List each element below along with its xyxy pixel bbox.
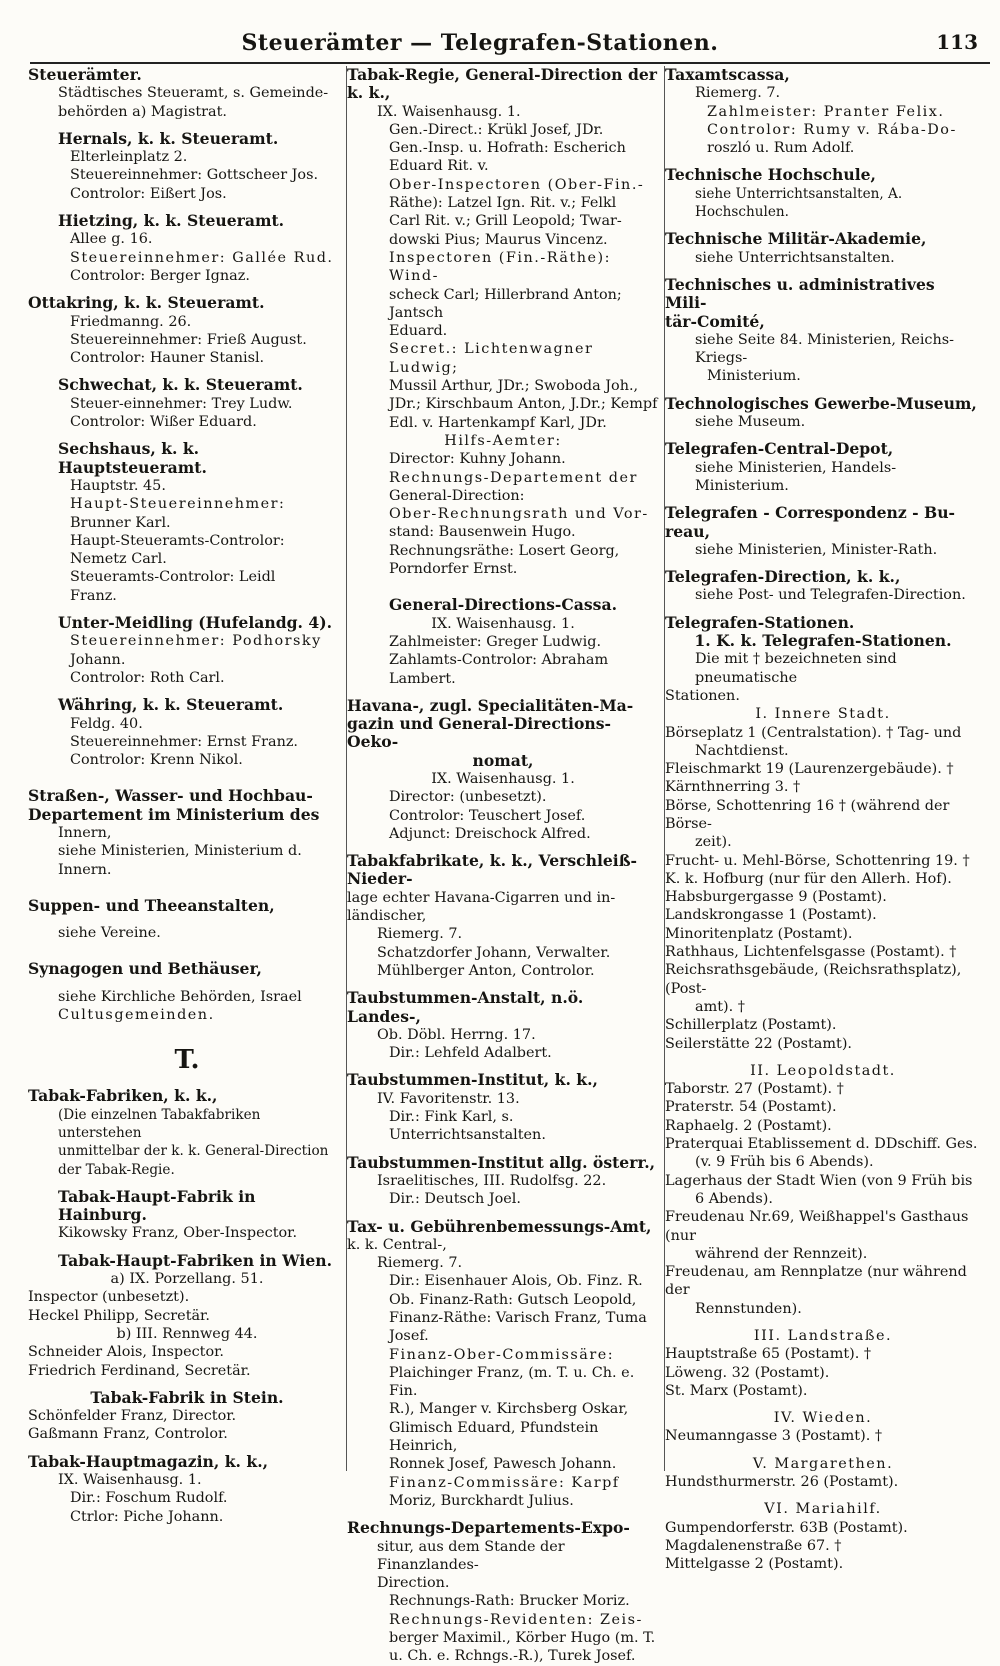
entry-line: Kärnthnerring 3. † bbox=[665, 779, 801, 796]
entry-line: siehe Ministerien, Handels-Ministerium. bbox=[695, 459, 897, 494]
entry-line: Josef. bbox=[389, 1328, 429, 1345]
entry-line: Plaichinger Franz, (m. T. u. Ch. e. Fin. bbox=[389, 1364, 635, 1400]
entry-heading: Technisches u. administratives Mili- bbox=[665, 274, 935, 313]
entry-heading: Tabak-Haupt-Fabrik in Hainburg. bbox=[58, 1186, 256, 1225]
spacer bbox=[665, 1491, 981, 1500]
page-number: 113 bbox=[936, 30, 978, 54]
entry-line: Mühlberger Anton, Controlor. bbox=[377, 962, 595, 979]
entry-line: Schönfelder Franz, Director. bbox=[28, 1408, 237, 1425]
entry-line: Städtisches Steueramt, s. Gemeinde- bbox=[58, 85, 329, 102]
entry-line: Steuereinnehmer: Frieß August. bbox=[70, 331, 307, 348]
entry-line: unmittelbar der k. k. General-Direction bbox=[58, 1143, 329, 1160]
entry-line: Steuereinnehmer: Ernst Franz. bbox=[70, 733, 298, 750]
entry-line: Räthe): Latzel Ign. Rit. v.; Felkl bbox=[389, 195, 617, 212]
entry-line: Neumanngasse 3 (Postamt). † bbox=[665, 1428, 883, 1445]
entry-line: Taborstr. 27 (Postamt). † bbox=[665, 1081, 844, 1098]
entry-line: Controlor: Krenn Nikol. bbox=[70, 752, 243, 769]
entry-line: Controlor: Rumy v. Rába-Do- bbox=[707, 121, 957, 138]
entry-line: Johann. bbox=[70, 651, 126, 668]
entry-line: JDr.; Kirschbaum Anton, J.Dr.; Kempf bbox=[389, 396, 658, 413]
entry-line: St. Marx (Postamt). bbox=[665, 1382, 808, 1399]
entry-line: Börseplatz 1 (Centralstation). † Tag- und bbox=[665, 724, 962, 741]
entry-line: Rechnungs-Departement der bbox=[389, 469, 638, 486]
entry-line: Israelitisches, III. Rudolfsg. 22. bbox=[377, 1172, 607, 1189]
entry-heading: Schwechat, k. k. Steueramt. bbox=[58, 375, 303, 395]
entry-line: Schatzdorfer Johann, Verwalter. bbox=[377, 944, 611, 961]
entry-heading: Tabak-Fabrik in Stein. bbox=[90, 1387, 284, 1407]
entry-heading: Hernals, k. k. Steueramt. bbox=[58, 128, 279, 148]
entry-heading: Taubstummen-Anstalt, n.ö. Landes-, bbox=[347, 988, 584, 1026]
entry-heading: Steuerämter. bbox=[28, 65, 142, 84]
entry-line: Moriz, Burckhardt Julius. bbox=[389, 1492, 574, 1509]
entry-line: Frucht- u. Mehl-Börse, Schottenring 19. † bbox=[665, 852, 970, 869]
entry-heading: Telegrafen-Central-Depot, bbox=[665, 439, 894, 459]
entry-heading: gazin und General-Directions-Oeko- bbox=[347, 714, 611, 752]
entry-line: stand: Bausenwein Hugo. bbox=[389, 524, 576, 541]
entry-line: Brunner Karl. bbox=[70, 514, 171, 531]
spacer bbox=[665, 1318, 981, 1327]
running-title: Steuerämter — Telegrafen-Stationen. bbox=[241, 30, 719, 56]
entry-line: Löweng. 32 (Postamt). bbox=[665, 1364, 830, 1381]
entry-line: siehe Unterrichtsanstalten, A. Hochschulen. bbox=[695, 185, 903, 221]
entry-line: Heckel Philipp, Secretär. bbox=[28, 1307, 210, 1324]
entry-line: V. Margarethen. bbox=[752, 1455, 894, 1472]
entry-line: dowski Pius; Maurus Vincenz. bbox=[389, 231, 608, 248]
entry-heading: Technische Militär-Akademie, bbox=[665, 229, 927, 249]
page-header bbox=[30, 30, 990, 64]
entry-line: Zahlmeister: Greger Ludwig. bbox=[389, 633, 602, 650]
entry-line: Steuereinnehmer: Gottscheer Jos. bbox=[70, 167, 319, 184]
entry-heading: Taubstummen-Institut, k. k., bbox=[347, 1070, 598, 1090]
entry-line: Controlor: Roth Carl. bbox=[70, 669, 225, 686]
entry-heading: Taubstummen-Institut allg. österr., bbox=[347, 1152, 656, 1172]
entry-heading: Rechnungs-Departements-Expo- bbox=[347, 1518, 630, 1538]
entry-line: Haupt-Steueramts-Controlor: bbox=[70, 532, 285, 549]
entry-line: siehe Ministerien, Ministerium d. Innern. bbox=[58, 843, 302, 878]
spacer bbox=[28, 879, 346, 897]
entry-line: III. Landstraße. bbox=[753, 1328, 893, 1344]
entry-line: roszló u. Rum Adolf. bbox=[707, 140, 855, 157]
entry-line: Controlor: Hauner Stanisl. bbox=[70, 350, 265, 367]
entry-line: Stationen. bbox=[665, 687, 740, 704]
entry-heading: Ottakring, k. k. Steueramt. bbox=[28, 293, 265, 313]
entry-line: Finanz-Ober-Commissäre: bbox=[389, 1346, 615, 1363]
entry-line: Reichsrathsgebäude, (Reichsrathsplatz), (Post- bbox=[665, 962, 962, 997]
entry-line: (v. 9 Früh bis 6 Abends). bbox=[695, 1154, 874, 1171]
entry-line: Ober-Inspectoren (Ober-Fin.- bbox=[389, 176, 645, 193]
entry-line: Rechnungsräthe: Losert Georg, bbox=[389, 542, 620, 559]
entry-line: situr, aus dem Stande der Finanzlandes- bbox=[377, 1538, 565, 1573]
entry-heading: Tabak-Haupt-Fabriken in Wien. bbox=[58, 1250, 333, 1270]
entry-heading: reau, bbox=[665, 521, 711, 541]
entry-line: Carl Rit. v.; Grill Leopold; Twar- bbox=[389, 213, 622, 230]
entry-line: Secret.: Lichtenwagner Ludwig; bbox=[389, 341, 594, 376]
entry-line: (Die einzelnen Tabakfabriken unterstehen bbox=[58, 1106, 261, 1141]
entry-line: IX. Waisenhausg. 1. bbox=[431, 770, 575, 787]
entry-line: IV. Wieden. bbox=[773, 1410, 873, 1427]
entry-heading: General-Directions-Cassa. bbox=[388, 595, 617, 615]
entry-line: zeit). bbox=[695, 834, 732, 851]
entry-line: Finanz-Räthe: Varisch Franz, Tuma bbox=[389, 1310, 647, 1326]
entry-line: Dir.: Lehfeld Adalbert. bbox=[389, 1045, 552, 1062]
entry-line: u. Ch. e. Rchngs.-R.), Turek Josef. bbox=[389, 1648, 636, 1665]
entry-heading: Unter-Meidling (Hufelandg. 4). bbox=[58, 613, 333, 633]
entry-line: siehe Seite 84. Ministerien, Reichs-Kriegs- bbox=[695, 331, 955, 367]
entry-line: Ctrlor: Piche Johann. bbox=[70, 1508, 224, 1525]
entry-heading: T. bbox=[174, 1045, 200, 1076]
entry-line: Steuer-einnehmer: Trey Ludw. bbox=[70, 395, 293, 412]
entry-line: b) III. Rennweg 44. bbox=[116, 1325, 258, 1342]
entry-line: Eduard. bbox=[389, 323, 448, 340]
entry-line: Mussil Arthur, JDr.; Swoboda Joh., bbox=[389, 378, 639, 395]
entry-line: siehe Kirchliche Behörden, Israel bbox=[58, 988, 302, 1005]
entry-line: während der Rennzeit). bbox=[695, 1245, 868, 1262]
entry-line: Rennstunden). bbox=[695, 1300, 802, 1317]
entry-line: Rechnungs-Rath: Brucker Moriz. bbox=[389, 1593, 630, 1610]
entry-line: 6 Abends). bbox=[695, 1190, 773, 1207]
entry-heading: Technische Hochschule, bbox=[665, 165, 876, 185]
entry-line: Feldg. 40. bbox=[70, 715, 143, 732]
entry-heading: Telegrafen-Direction, k. k., bbox=[665, 567, 901, 587]
entry-line: Dir.: Eisenhauer Alois, Ob. Finz. R. bbox=[389, 1273, 643, 1290]
entry-line: Franz. bbox=[70, 587, 117, 604]
entry-line: Riemerg. 7. bbox=[377, 1255, 463, 1272]
entry-line: Mittelgasse 2 (Postamt). bbox=[665, 1556, 844, 1573]
entry-line: siehe Ministerien, Minister-Rath. bbox=[695, 541, 938, 558]
entry-line: Lambert. bbox=[389, 670, 456, 687]
entry-heading: tär-Comité, bbox=[665, 311, 765, 331]
entry-line: Nachtdienst. bbox=[695, 742, 789, 759]
entry-line: Dir.: Fink Karl, s. Unterrichtsanstalten. bbox=[389, 1109, 546, 1144]
entry-heading: Tabak-Hauptmagazin, k. k., bbox=[28, 1451, 269, 1471]
entry-line: Magdalenenstraße 67. † bbox=[665, 1537, 842, 1554]
entry-line: siehe Vereine. bbox=[58, 925, 161, 942]
entry-line: Porndorfer Ernst. bbox=[389, 561, 518, 578]
entry-line: Freudenau Nr.69, Weißhappel's Gasthaus (nur bbox=[665, 1209, 969, 1244]
entry-line: Zahlmeister: Pranter Felix. bbox=[707, 103, 945, 120]
entry-line: amt). † bbox=[695, 998, 745, 1015]
entry-line: Controlor: Wißer Eduard. bbox=[70, 414, 257, 431]
entry-line: Inspector (unbesetzt). bbox=[28, 1289, 190, 1306]
entry-line: Rechnungs-Revidenten: Zeis- bbox=[389, 1611, 643, 1628]
entry-line: Kikowsky Franz, Ober-Inspector. bbox=[58, 1225, 298, 1242]
entry-line: Gaßmann Franz, Controlor. bbox=[28, 1426, 228, 1443]
entry-line: scheck Carl; Hillerbrand Anton; Jantsch bbox=[389, 286, 622, 321]
entry-line: Seilerstätte 22 (Postamt). bbox=[665, 1035, 853, 1052]
entry-line: Dir.: Foschum Rudolf. bbox=[70, 1490, 228, 1507]
entry-line: Finanz-Commissäre: Karpf bbox=[389, 1474, 620, 1491]
entry-line: a) IX. Porzellang. 51. bbox=[110, 1271, 264, 1288]
entry-heading: Tabak-Fabriken, k. k., bbox=[28, 1086, 218, 1106]
entry-heading: Telegrafen-Stationen. bbox=[665, 612, 855, 632]
entry-line: Adjunct: Dreischock Alfred. bbox=[389, 825, 591, 842]
spacer bbox=[28, 769, 346, 787]
entry-line: Friedrich Ferdinand, Secretär. bbox=[28, 1362, 251, 1379]
entry-line: Schneider Alois, Inspector. bbox=[28, 1344, 224, 1361]
entry-line: Hilfs-Aemter: bbox=[444, 432, 562, 449]
entry-line: Riemerg. 7. bbox=[377, 926, 463, 943]
entry-line: Steuereinnehmer: Podhorsky bbox=[70, 633, 322, 650]
entry-heading: Havana-, zugl. Specialitäten-Ma- bbox=[347, 695, 634, 715]
entry-heading: Telegrafen - Correspondenz - Bu- bbox=[665, 503, 956, 523]
entry-line: Gen.-Direct.: Krükl Josef, JDr. bbox=[389, 121, 604, 138]
entry-line: R.), Manger v. Kirchsberg Oskar, bbox=[389, 1401, 629, 1418]
entry-line: Nemetz Carl. bbox=[70, 551, 167, 568]
entry-heading: Sechshaus, k. k. Hauptsteueramt. bbox=[58, 439, 207, 477]
entry-line: Allee g. 16. bbox=[70, 231, 153, 248]
entry-line: k. k. Central-, bbox=[347, 1236, 447, 1253]
spacer bbox=[665, 1400, 981, 1409]
entry-line: Rathhaus, Lichtenfelsgasse (Postamt). † bbox=[665, 944, 957, 961]
header-rule bbox=[30, 62, 990, 64]
entry-heading: Technologisches Gewerbe-Museum, bbox=[665, 393, 977, 413]
spacer bbox=[28, 1024, 346, 1042]
entry-line: General-Direction: bbox=[389, 487, 525, 504]
entry-line: II. Leopoldstadt. bbox=[750, 1062, 896, 1079]
entry-line: siehe Post- und Telegrafen-Direction. bbox=[695, 587, 966, 604]
entry-line: Innern, bbox=[58, 824, 112, 841]
entry-heading: Suppen- und Theeanstalten, bbox=[28, 895, 275, 915]
entry-line: Riemerg. 7. bbox=[695, 85, 781, 102]
entry-line: I. Innere Stadt. bbox=[755, 706, 891, 723]
entry-line: Dir.: Deutsch Joel. bbox=[389, 1191, 521, 1208]
entry-heading: Departement im Ministerium des bbox=[28, 804, 320, 824]
entry-line: ländischer, bbox=[347, 908, 427, 925]
entry-line: IX. Waisenhausg. 1. bbox=[58, 1472, 202, 1488]
entry-line: Landskrongasse 1 (Postamt). bbox=[665, 907, 877, 924]
entry-line: Haupt-Steuereinnehmer: bbox=[70, 496, 286, 513]
entry-line: Controlor: Berger Ignaz. bbox=[70, 267, 250, 284]
entry-line: Freudenau, am Rennplatze (nur während der bbox=[665, 1264, 967, 1299]
entry-line: Minoritenplatz (Postamt). bbox=[665, 925, 853, 942]
entry-heading: nomat, bbox=[472, 750, 534, 770]
entry-line: Direction. bbox=[377, 1575, 450, 1592]
entry-line: der Tabak-Regie. bbox=[58, 1161, 175, 1178]
entry-line: Edl. v. Hartenkampf Karl, JDr. bbox=[389, 414, 607, 431]
entry-line: Director: Kuhny Johann. bbox=[389, 451, 566, 468]
entry-heading: Taxamtscassa, bbox=[665, 65, 790, 84]
entry-heading: Währing, k. k. Steueramt. bbox=[58, 695, 284, 715]
entry-line: Praterquai Etablissement d. DDschiff. Ges. bbox=[665, 1136, 978, 1153]
entry-line: Fleischmarkt 19 (Laurenzergebäude). † bbox=[665, 761, 954, 778]
entry-line: Raphaelg. 2 (Postamt). bbox=[665, 1117, 832, 1134]
entry-line: Ronnek Josef, Pawesch Johann. bbox=[389, 1456, 617, 1473]
entry-line: lage echter Havana-Cigarren und in- bbox=[347, 889, 616, 906]
entry-line: behörden a) Magistrat. bbox=[58, 103, 227, 120]
entry-line: Cultusgemeinden. bbox=[58, 1007, 215, 1024]
entry-line: Inspectoren (Fin.-Räthe): Wind- bbox=[389, 249, 611, 285]
spacer bbox=[347, 578, 659, 596]
entry-heading: Hietzing, k. k. Steueramt. bbox=[58, 211, 285, 231]
spacer bbox=[28, 942, 346, 960]
entry-line: VI. Mariahilf. bbox=[764, 1501, 882, 1518]
entry-line: berger Maximil., Körber Hugo (m. T. bbox=[389, 1630, 656, 1647]
entry-line: Eduard Rit. v. bbox=[389, 158, 489, 175]
entry-line: Habsburgergasse 9 (Postamt). bbox=[665, 889, 887, 906]
spacer bbox=[28, 979, 346, 988]
entry-line: Ober-Rechnungsrath und Vor- bbox=[389, 506, 649, 523]
entry-heading: Tax- u. Gebührenbemessungs-Amt, bbox=[347, 1216, 652, 1236]
entry-heading: Tabak-Regie, General-Direction der k. k., bbox=[347, 65, 657, 103]
entry-line: Gumpendorferstr. 63B (Postamt). bbox=[665, 1519, 908, 1536]
entry-line: Ob. Finanz-Rath: Gutsch Leopold, bbox=[389, 1291, 637, 1308]
entry-line: Steuereinnehmer: Gallée Rud. bbox=[70, 249, 334, 266]
entry-heading: 1. K. k. Telegrafen-Stationen. bbox=[694, 631, 952, 651]
entry-heading: Straßen-, Wasser- und Hochbau- bbox=[28, 786, 313, 806]
entry-line: siehe Museum. bbox=[695, 414, 806, 431]
entry-line: Ministerium. bbox=[707, 368, 801, 385]
entry-line: Glimisch Eduard, Pfundstein Heinrich, bbox=[389, 1419, 599, 1455]
entry-line: Börse, Schottenring 16 † (während der Börse- bbox=[665, 797, 950, 832]
entry-line: Hundsthurmerstr. 26 (Postamt). bbox=[665, 1474, 899, 1491]
spacer bbox=[28, 915, 346, 924]
spacer bbox=[665, 1446, 981, 1455]
entry-line: Praterstr. 54 (Postamt). bbox=[665, 1099, 837, 1116]
entry-line: Die mit † bezeichneten sind pneumatische bbox=[695, 651, 897, 686]
entry-line: siehe Unterrichtsanstalten. bbox=[695, 249, 895, 266]
entry-line: Zahlamts-Controlor: Abraham bbox=[389, 652, 609, 669]
entry-line: Friedmanng. 26. bbox=[70, 313, 192, 330]
entry-heading: Synagogen und Bethäuser, bbox=[28, 959, 262, 979]
column-middle bbox=[346, 65, 659, 1665]
entry-line: IX. Waisenhausg. 1. bbox=[377, 103, 521, 120]
entry-line: Gen.-Insp. u. Hofrath: Escherich bbox=[389, 140, 626, 157]
entry-line: K. k. Hofburg (nur für den Allerh. Hof). bbox=[665, 870, 952, 887]
entry-line: Hauptstr. 45. bbox=[70, 477, 166, 494]
column-right bbox=[664, 65, 981, 1573]
entry-line: Hauptstraße 65 (Postamt). † bbox=[665, 1346, 872, 1363]
entry-line: Schillerplatz (Postamt). bbox=[665, 1017, 837, 1034]
spacer bbox=[665, 1053, 981, 1062]
entry-line: IX. Waisenhausg. 1. bbox=[431, 615, 575, 632]
entry-line: IV. Favoritenstr. 13. bbox=[377, 1090, 520, 1107]
entry-line: Controlor: Eißert Jos. bbox=[70, 185, 227, 202]
entry-line: Controlor: Teuschert Josef. bbox=[389, 807, 586, 824]
entry-line: Steueramts-Controlor: Leidl bbox=[70, 569, 276, 586]
entry-heading: Tabakfabrikate, k. k., Verschleiß-Nieder- bbox=[347, 851, 638, 889]
entry-line: Lagerhaus der Stadt Wien (von 9 Früh bis bbox=[665, 1172, 973, 1189]
entry-line: Ob. Döbl. Herrng. 17. bbox=[377, 1026, 536, 1043]
column-left bbox=[28, 65, 346, 1525]
entry-line: Elterleinplatz 2. bbox=[70, 149, 188, 166]
entry-line: Director: (unbesetzt). bbox=[389, 789, 547, 806]
